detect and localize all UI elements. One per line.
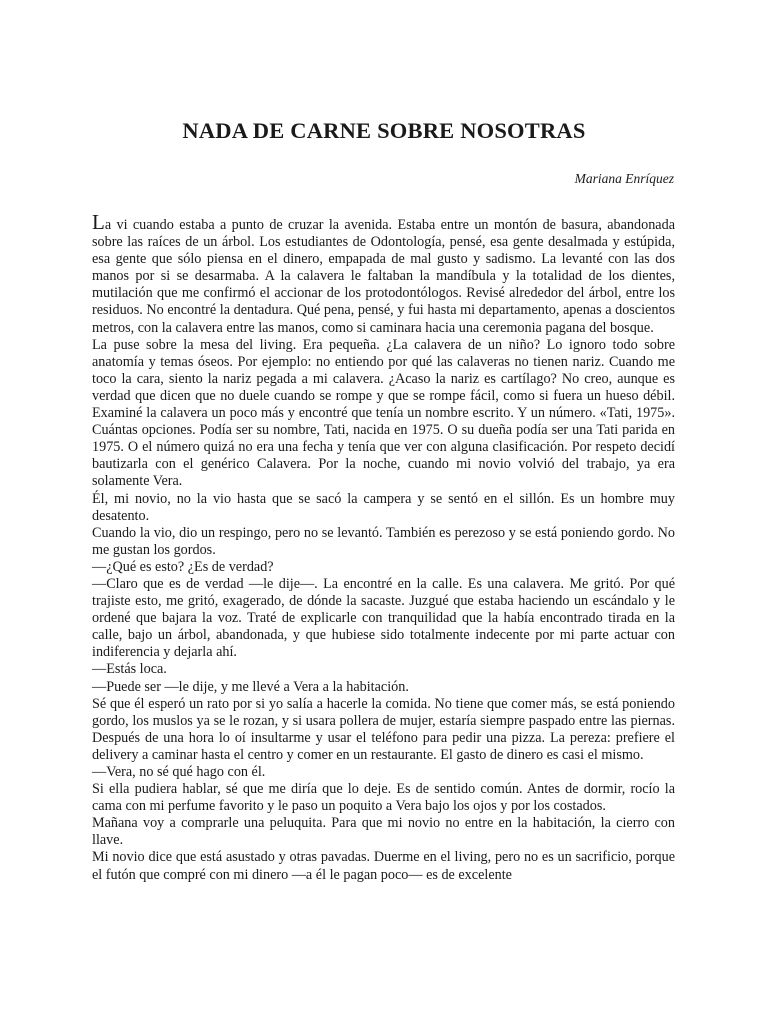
paragraph-4: Cuando la vio, dio un respingo, pero no se levantó. También es perezoso y se está poniendo gordo. No me gustan los gordos. [92, 524, 675, 558]
paragraph-6: —Claro que es de verdad —le dije—. La encontré en la calle. Es una calavera. Me gritó. Por qué trajiste esto, me gritó, exagerado, de dónde la sacaste. Juzgué que estaba haciendo un escándalo y le ordené que bajara la voz. Traté de explicarle con tranquilidad que la había encontrado tirada en la calle, bajo un árbol, abandonada, y que hubiese sido totalmente indecente por mi parte actuar con indiferencia y dejarla ahí. [92, 575, 675, 661]
story-body [92, 210, 675, 884]
paragraph-9: Sé que él esperó un rato por si yo salía a hacerle la comida. No tiene que comer más, se está poniendo gordo, los muslos ya se le rozan, y si usara pollera de mujer, estaría siempre paspado entre las piernas. Después de una hora lo oí insultarme y usar el teléfono para pedir una pizza. La pereza: prefiere el delivery a caminar hasta el centro y comer en un restaurante. El gasto de dinero es casi el mismo. [92, 695, 675, 763]
dialogue-line: —Vera, no sé qué hago con él. [92, 764, 266, 780]
dialogue-line: —Estás loca. [92, 661, 167, 678]
author-name: Mariana Enríquez [574, 171, 674, 186]
paragraph-13: Mi novio dice que está asustado y otras pavadas. Duerme en el living, pero no es un sacrificio, porque el futón que compré con mi dinero —a él le pagan poco— es de excelente [92, 849, 675, 883]
dialogue-line: —Puede ser —le dije, y me llevé a Vera a la habitación. [92, 678, 409, 695]
paragraph-3: Él, mi novio, no la vio hasta que se sacó la campera y se sentó en el sillón. Es un hombre muy desatento. [92, 490, 675, 524]
paragraph-2: La puse sobre la mesa del living. Era pequeña. ¿La calavera de un niño? Lo ignoro todo sobre anatomía y temas óseos. Por ejemplo: no entiendo por qué las calaveras no tienen nariz. Cuando me toco la cara, siento la nariz pegada a mi calavera. ¿Acaso la nariz es cartílago? No creo, aunque es verdad que dicen que no duele cuando se rompe y que se rompe fácil, como si fuera un hueso débil. Examiné la calavera un poco más y encontré que tenía un nombre escrito. Y un número. «Tati, 1975». Cuántas opciones. Podía ser su nombre, Tati, nacida en 1975. O su dueña podía ser una Tati parida en 1975. O el número quizá no era una fecha y tenía que ver con alguna clasificación. Por respeto decidí bautizarla con el genérico Calavera. Por la noche, cuando mi novio volvió del trabajo, ya era solamente Vera. [92, 336, 675, 490]
paragraph-1: La vi cuando estaba a punto de cruzar la avenida. Estaba entre un montón de basura, abandonada sobre las raíces de un árbol. Los estudiantes de Odontología, pensé, esa gente desalmada y estúpida, esa gente que sólo piensa en el dinero, empapada de mal gusto y sadismo. La levanté con las dos manos por si se desarmaba. A la calavera le faltaban la mandíbula y la totalidad de los dientes, mutilación que me confirmó el accionar de los protodontólogos. Revisé alrededor del árbol, entre los residuos. No encontré la dentadura. Qué pena, pensé, y fui hasta mi departamento, apenas a doscientos metros, con la calavera entre las manos, como si caminara hacia una ceremonia pagana del bosque. [92, 210, 675, 336]
paragraph-11: Si ella pudiera hablar, sé que me diría que lo deje. Es de sentido común. Antes de dormir, rocío la cama con mi perfume favorito y le paso un poquito a Vera bajo los ojos y por los costados. [92, 781, 675, 815]
dialogue-line: —¿Qué es esto? ¿Es de verdad? [92, 558, 274, 575]
paragraph-12: Mañana voy a comprarle una peluquita. Para que mi novio no entre en la habitación, la cierro con llave. [92, 815, 675, 849]
story-title: NADA DE CARNE SOBRE NOSOTRAS [182, 118, 586, 143]
